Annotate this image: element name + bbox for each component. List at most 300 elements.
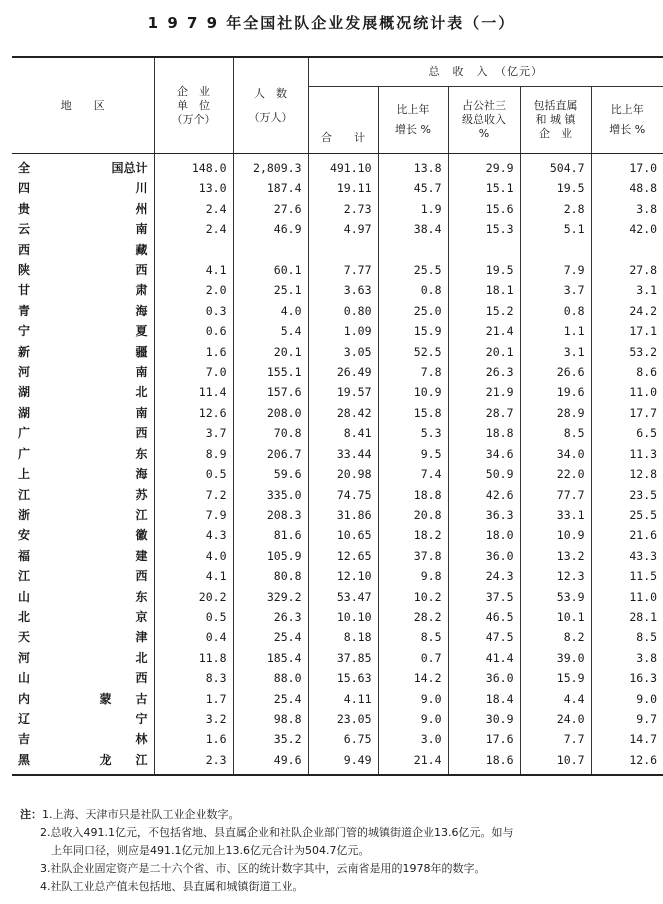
table-row bbox=[12, 301, 663, 321]
growth-2-cell: 21.6 bbox=[591, 525, 663, 545]
people-cell: 155.1 bbox=[233, 362, 308, 382]
including-cell: 34.0 bbox=[520, 444, 591, 464]
region-name-rest: 江 bbox=[135, 507, 148, 522]
table-row bbox=[12, 546, 663, 566]
table-row bbox=[12, 403, 663, 423]
region-cell bbox=[12, 178, 154, 198]
header-people: 人 数 （万人） bbox=[233, 57, 308, 154]
total-income-cell: 31.86 bbox=[308, 505, 378, 525]
table-body bbox=[12, 154, 663, 776]
units-cell: 0.4 bbox=[154, 627, 233, 647]
region-name-rest: 建 bbox=[135, 548, 148, 563]
region-name-first: 江 bbox=[18, 569, 31, 584]
including-cell: 28.9 bbox=[520, 403, 591, 423]
header-region: 地 区 bbox=[12, 57, 154, 154]
table-row bbox=[12, 709, 663, 729]
table-row bbox=[12, 260, 663, 280]
people-cell: 80.8 bbox=[233, 566, 308, 586]
region-name-rest: 东 bbox=[135, 446, 148, 461]
people-cell: 20.1 bbox=[233, 342, 308, 362]
people-cell: 187.4 bbox=[233, 178, 308, 198]
total-income-cell: 28.42 bbox=[308, 403, 378, 423]
share-cell: 18.0 bbox=[448, 525, 520, 545]
region-name-rest: 林 bbox=[135, 732, 148, 747]
total-income-cell: 2.73 bbox=[308, 199, 378, 219]
region-name-rest: 国总计 bbox=[111, 161, 148, 175]
note-1: 注：1.上海、天津市只是社队工业企业数字。 bbox=[20, 808, 240, 821]
units-cell: 1.7 bbox=[154, 689, 233, 709]
region-name-rest: 苏 bbox=[135, 487, 148, 502]
units-cell: 2.4 bbox=[154, 199, 233, 219]
table-row bbox=[12, 423, 663, 443]
region-name-first: 吉 bbox=[18, 732, 31, 747]
table-row bbox=[12, 240, 663, 260]
growth-1-cell: 1.9 bbox=[378, 199, 448, 219]
region-name-first: 四 bbox=[18, 181, 31, 196]
growth-2-cell: 11.3 bbox=[591, 444, 663, 464]
growth-1-cell: 0.7 bbox=[378, 648, 448, 668]
growth-1-cell: 20.8 bbox=[378, 505, 448, 525]
people-cell: 35.2 bbox=[233, 729, 308, 749]
region-cell bbox=[12, 199, 154, 219]
region-cell bbox=[12, 668, 154, 688]
including-cell: 53.9 bbox=[520, 587, 591, 607]
units-cell: 11.4 bbox=[154, 382, 233, 402]
region-name-first: 河 bbox=[18, 365, 31, 380]
region-name-rest: 西 bbox=[135, 671, 148, 686]
table-row bbox=[12, 199, 663, 219]
share-cell: 36.0 bbox=[448, 668, 520, 688]
region-name-rest: 州 bbox=[135, 201, 148, 216]
header-share: 占公社三 级总收入 % bbox=[448, 87, 520, 154]
table-row bbox=[12, 587, 663, 607]
growth-1-cell: 37.8 bbox=[378, 546, 448, 566]
share-cell: 30.9 bbox=[448, 709, 520, 729]
region-name-first: 山 bbox=[18, 589, 31, 604]
region-name-first: 江 bbox=[18, 487, 31, 502]
share-cell: 15.3 bbox=[448, 219, 520, 239]
region-name-first: 湖 bbox=[18, 405, 31, 420]
region-name-first: 福 bbox=[18, 548, 31, 563]
share-cell: 18.6 bbox=[448, 750, 520, 775]
units-cell: 4.0 bbox=[154, 546, 233, 566]
units-cell: 11.8 bbox=[154, 648, 233, 668]
people-cell: 49.6 bbox=[233, 750, 308, 775]
including-cell: 22.0 bbox=[520, 464, 591, 484]
region-name-first: 云 bbox=[18, 222, 31, 237]
region-cell bbox=[12, 342, 154, 362]
including-cell: 1.1 bbox=[520, 321, 591, 341]
growth-1-cell: 5.3 bbox=[378, 423, 448, 443]
growth-2-cell: 6.5 bbox=[591, 423, 663, 443]
total-income-cell: 20.98 bbox=[308, 464, 378, 484]
including-cell: 19.6 bbox=[520, 382, 591, 402]
people-cell: 335.0 bbox=[233, 485, 308, 505]
region-cell bbox=[12, 525, 154, 545]
including-cell: 13.2 bbox=[520, 546, 591, 566]
table-row bbox=[12, 321, 663, 341]
region-name-rest: 北 bbox=[135, 650, 148, 665]
region-cell bbox=[12, 219, 154, 239]
people-cell: 208.3 bbox=[233, 505, 308, 525]
growth-1-cell: 15.9 bbox=[378, 321, 448, 341]
units-cell: 3.2 bbox=[154, 709, 233, 729]
region-name-first: 安 bbox=[18, 528, 31, 543]
people-cell: 105.9 bbox=[233, 546, 308, 566]
people-cell: 5.4 bbox=[233, 321, 308, 341]
share-cell: 19.5 bbox=[448, 260, 520, 280]
growth-1-cell: 25.0 bbox=[378, 301, 448, 321]
region-name-first: 宁 bbox=[18, 324, 31, 339]
region-name-rest: 宁 bbox=[135, 711, 148, 726]
region-cell bbox=[12, 485, 154, 505]
units-cell: 1.6 bbox=[154, 342, 233, 362]
including-cell: 24.0 bbox=[520, 709, 591, 729]
including-cell: 10.7 bbox=[520, 750, 591, 775]
statistics-table bbox=[12, 56, 663, 776]
region-name-rest: 藏 bbox=[135, 242, 148, 257]
growth-1-cell: 3.0 bbox=[378, 729, 448, 749]
including-cell: 19.5 bbox=[520, 178, 591, 198]
growth-2-cell: 11.0 bbox=[591, 587, 663, 607]
region-cell bbox=[12, 362, 154, 382]
growth-1-cell: 18.2 bbox=[378, 525, 448, 545]
share-cell: 15.2 bbox=[448, 301, 520, 321]
total-income-cell: 19.57 bbox=[308, 382, 378, 402]
growth-1-cell: 45.7 bbox=[378, 178, 448, 198]
people-cell: 27.6 bbox=[233, 199, 308, 219]
including-cell: 8.5 bbox=[520, 423, 591, 443]
including-cell: 39.0 bbox=[520, 648, 591, 668]
region-name-rest: 海 bbox=[135, 467, 148, 482]
total-income-cell: 15.63 bbox=[308, 668, 378, 688]
units-cell: 0.5 bbox=[154, 464, 233, 484]
growth-1-cell: 9.0 bbox=[378, 689, 448, 709]
growth-2-cell: 11.0 bbox=[591, 382, 663, 402]
units-cell: 7.2 bbox=[154, 485, 233, 505]
growth-2-cell: 12.8 bbox=[591, 464, 663, 484]
share-cell bbox=[448, 240, 520, 260]
growth-2-cell: 3.8 bbox=[591, 648, 663, 668]
table-row bbox=[12, 219, 663, 239]
units-cell: 2.4 bbox=[154, 219, 233, 239]
region-name-rest: 海 bbox=[135, 303, 148, 318]
share-cell: 18.4 bbox=[448, 689, 520, 709]
region-cell bbox=[12, 382, 154, 402]
growth-2-cell: 17.7 bbox=[591, 403, 663, 423]
including-cell: 10.9 bbox=[520, 525, 591, 545]
table-row bbox=[12, 627, 663, 647]
page-title: 1 9 7 9 年全国社队企业发展概况统计表（一） bbox=[147, 14, 516, 32]
total-income-cell: 1.09 bbox=[308, 321, 378, 341]
total-income-cell: 53.47 bbox=[308, 587, 378, 607]
region-cell bbox=[12, 689, 154, 709]
region-name-rest: 津 bbox=[135, 630, 148, 645]
total-income-cell: 33.44 bbox=[308, 444, 378, 464]
units-cell: 0.6 bbox=[154, 321, 233, 341]
region-cell bbox=[12, 505, 154, 525]
including-cell: 2.8 bbox=[520, 199, 591, 219]
table-row bbox=[12, 607, 663, 627]
header-including: 包括直属 和 城 镇 企 业 bbox=[520, 87, 591, 154]
growth-1-cell: 9.0 bbox=[378, 709, 448, 729]
region-name-first: 湖 bbox=[18, 385, 31, 400]
region-name-first: 西 bbox=[18, 242, 31, 257]
growth-1-cell: 8.5 bbox=[378, 627, 448, 647]
share-cell: 15.1 bbox=[448, 178, 520, 198]
total-income-cell: 4.11 bbox=[308, 689, 378, 709]
region-name-first: 甘 bbox=[18, 283, 31, 298]
note-2-continued: 上年同口径，则应是491.1亿元加上13.6亿元合计为504.7亿元。 bbox=[51, 844, 370, 857]
total-income-cell: 10.10 bbox=[308, 607, 378, 627]
growth-2-cell: 23.5 bbox=[591, 485, 663, 505]
people-cell: 185.4 bbox=[233, 648, 308, 668]
share-cell: 21.9 bbox=[448, 382, 520, 402]
growth-1-cell: 10.2 bbox=[378, 587, 448, 607]
share-cell: 50.9 bbox=[448, 464, 520, 484]
note-3: 3.社队企业固定资产是二十六个省、市、区的统计数字其中，云南省是用的1978年的数字。 bbox=[40, 862, 486, 875]
header-units: 企 业 单 位 （万个） bbox=[154, 57, 233, 154]
region-name-first: 新 bbox=[18, 344, 31, 359]
total-income-cell: 10.65 bbox=[308, 525, 378, 545]
region-name-rest: 徽 bbox=[135, 528, 148, 543]
total-income-cell: 37.85 bbox=[308, 648, 378, 668]
region-name-first: 河 bbox=[18, 650, 31, 665]
region-name-rest: 京 bbox=[135, 609, 148, 624]
including-cell: 7.9 bbox=[520, 260, 591, 280]
region-name-rest: 北 bbox=[135, 385, 148, 400]
region-cell bbox=[12, 729, 154, 749]
region-cell bbox=[12, 301, 154, 321]
total-income-cell: 7.77 bbox=[308, 260, 378, 280]
table-row bbox=[12, 464, 663, 484]
share-cell: 26.3 bbox=[448, 362, 520, 382]
table-row bbox=[12, 382, 663, 402]
growth-1-cell: 28.2 bbox=[378, 607, 448, 627]
growth-2-cell: 12.6 bbox=[591, 750, 663, 775]
table-row bbox=[12, 485, 663, 505]
region-cell bbox=[12, 587, 154, 607]
growth-2-cell: 48.8 bbox=[591, 178, 663, 198]
region-cell bbox=[12, 154, 154, 179]
region-name-first: 黑 bbox=[18, 752, 31, 767]
region-name-first: 全 bbox=[18, 161, 31, 175]
table-row bbox=[12, 729, 663, 749]
people-cell: 25.4 bbox=[233, 627, 308, 647]
growth-1-cell: 9.8 bbox=[378, 566, 448, 586]
growth-1-cell: 15.8 bbox=[378, 403, 448, 423]
people-cell: 59.6 bbox=[233, 464, 308, 484]
region-name-rest: 西 bbox=[135, 263, 148, 278]
region-cell bbox=[12, 566, 154, 586]
growth-2-cell: 3.8 bbox=[591, 199, 663, 219]
units-cell bbox=[154, 240, 233, 260]
people-cell: 81.6 bbox=[233, 525, 308, 545]
region-name-rest: 疆 bbox=[135, 344, 148, 359]
share-cell: 37.5 bbox=[448, 587, 520, 607]
people-cell: 157.6 bbox=[233, 382, 308, 402]
table-row bbox=[12, 505, 663, 525]
share-cell: 36.3 bbox=[448, 505, 520, 525]
people-cell: 206.7 bbox=[233, 444, 308, 464]
region-name-first: 广 bbox=[18, 426, 31, 441]
table-row bbox=[12, 525, 663, 545]
region-cell bbox=[12, 444, 154, 464]
share-cell: 18.1 bbox=[448, 280, 520, 300]
total-income-cell: 8.41 bbox=[308, 423, 378, 443]
people-cell: 25.4 bbox=[233, 689, 308, 709]
region-name-first: 贵 bbox=[18, 201, 31, 216]
growth-2-cell: 42.0 bbox=[591, 219, 663, 239]
growth-2-cell: 25.5 bbox=[591, 505, 663, 525]
growth-1-cell: 21.4 bbox=[378, 750, 448, 775]
growth-1-cell: 14.2 bbox=[378, 668, 448, 688]
region-name-first: 青 bbox=[18, 303, 31, 318]
people-cell: 208.0 bbox=[233, 403, 308, 423]
units-cell: 2.0 bbox=[154, 280, 233, 300]
total-income-cell: 491.10 bbox=[308, 154, 378, 179]
region-name-first: 内 bbox=[18, 691, 31, 706]
growth-2-cell: 8.6 bbox=[591, 362, 663, 382]
header-total: 合 计 bbox=[308, 87, 378, 154]
total-income-cell: 3.63 bbox=[308, 280, 378, 300]
region-name-rest: 蒙 古 bbox=[99, 691, 148, 706]
region-name-first: 广 bbox=[18, 446, 31, 461]
region-name-first: 天 bbox=[18, 630, 31, 645]
growth-1-cell: 52.5 bbox=[378, 342, 448, 362]
units-cell: 4.1 bbox=[154, 566, 233, 586]
note-2: 2.总收入491.1亿元，不包括省地、县直属企业和社队企业部门管的城镇街道企业13.6亿元。如与 bbox=[40, 826, 514, 839]
units-cell: 1.6 bbox=[154, 729, 233, 749]
people-cell: 98.8 bbox=[233, 709, 308, 729]
units-cell: 7.0 bbox=[154, 362, 233, 382]
including-cell: 3.1 bbox=[520, 342, 591, 362]
table-row bbox=[12, 689, 663, 709]
share-cell: 34.6 bbox=[448, 444, 520, 464]
growth-1-cell: 7.4 bbox=[378, 464, 448, 484]
region-cell bbox=[12, 423, 154, 443]
region-name-rest: 龙 江 bbox=[99, 752, 148, 767]
region-name-first: 山 bbox=[18, 671, 31, 686]
region-name-rest: 肃 bbox=[135, 283, 148, 298]
growth-2-cell: 27.8 bbox=[591, 260, 663, 280]
header-growth-2: 比上年 增长 % bbox=[591, 87, 663, 154]
growth-1-cell: 18.8 bbox=[378, 485, 448, 505]
table-row bbox=[12, 342, 663, 362]
share-cell: 29.9 bbox=[448, 154, 520, 179]
region-name-first: 上 bbox=[18, 467, 31, 482]
region-cell bbox=[12, 240, 154, 260]
table-row bbox=[12, 444, 663, 464]
total-income-cell: 3.05 bbox=[308, 342, 378, 362]
people-cell bbox=[233, 240, 308, 260]
total-income-cell: 19.11 bbox=[308, 178, 378, 198]
region-name-rest: 西 bbox=[135, 569, 148, 584]
header-row-1 bbox=[12, 57, 663, 87]
region-cell bbox=[12, 260, 154, 280]
region-name-rest: 南 bbox=[135, 365, 148, 380]
including-cell: 3.7 bbox=[520, 280, 591, 300]
total-income-cell: 12.65 bbox=[308, 546, 378, 566]
including-cell: 0.8 bbox=[520, 301, 591, 321]
including-cell: 8.2 bbox=[520, 627, 591, 647]
table-row bbox=[12, 178, 663, 198]
including-cell: 10.1 bbox=[520, 607, 591, 627]
including-cell: 5.1 bbox=[520, 219, 591, 239]
footnotes bbox=[20, 806, 656, 896]
region-name-first: 浙 bbox=[18, 507, 31, 522]
units-cell: 0.5 bbox=[154, 607, 233, 627]
table-row bbox=[12, 750, 663, 775]
people-cell: 46.9 bbox=[233, 219, 308, 239]
growth-2-cell: 28.1 bbox=[591, 607, 663, 627]
units-cell: 4.3 bbox=[154, 525, 233, 545]
including-cell: 33.1 bbox=[520, 505, 591, 525]
growth-2-cell: 3.1 bbox=[591, 280, 663, 300]
growth-1-cell: 13.8 bbox=[378, 154, 448, 179]
units-cell: 8.9 bbox=[154, 444, 233, 464]
total-income-cell: 23.05 bbox=[308, 709, 378, 729]
region-name-first: 北 bbox=[18, 609, 31, 624]
region-name-rest: 南 bbox=[135, 405, 148, 420]
including-cell: 7.7 bbox=[520, 729, 591, 749]
units-cell: 2.3 bbox=[154, 750, 233, 775]
share-cell: 47.5 bbox=[448, 627, 520, 647]
note-4: 4.社队工业总产值未包括地、县直属和城镇街道工业。 bbox=[40, 880, 304, 893]
share-cell: 15.6 bbox=[448, 199, 520, 219]
region-name-rest: 南 bbox=[135, 222, 148, 237]
growth-1-cell: 0.8 bbox=[378, 280, 448, 300]
total-income-cell: 12.10 bbox=[308, 566, 378, 586]
share-cell: 21.4 bbox=[448, 321, 520, 341]
region-name-first: 辽 bbox=[18, 711, 31, 726]
units-cell: 7.9 bbox=[154, 505, 233, 525]
total-income-cell: 9.49 bbox=[308, 750, 378, 775]
units-cell: 8.3 bbox=[154, 668, 233, 688]
region-cell bbox=[12, 403, 154, 423]
table-row bbox=[12, 280, 663, 300]
growth-1-cell: 10.9 bbox=[378, 382, 448, 402]
region-cell bbox=[12, 648, 154, 668]
region-name-rest: 夏 bbox=[135, 324, 148, 339]
people-cell: 329.2 bbox=[233, 587, 308, 607]
growth-2-cell bbox=[591, 240, 663, 260]
units-cell: 148.0 bbox=[154, 154, 233, 179]
header-income: 总 收 入 （亿元） bbox=[308, 57, 663, 87]
region-name-rest: 东 bbox=[135, 589, 148, 604]
share-cell: 24.3 bbox=[448, 566, 520, 586]
share-cell: 18.8 bbox=[448, 423, 520, 443]
total-income-cell: 8.18 bbox=[308, 627, 378, 647]
table-row bbox=[12, 566, 663, 586]
including-cell: 77.7 bbox=[520, 485, 591, 505]
share-cell: 20.1 bbox=[448, 342, 520, 362]
share-cell: 41.4 bbox=[448, 648, 520, 668]
growth-2-cell: 43.3 bbox=[591, 546, 663, 566]
share-cell: 46.5 bbox=[448, 607, 520, 627]
share-cell: 28.7 bbox=[448, 403, 520, 423]
growth-2-cell: 53.2 bbox=[591, 342, 663, 362]
units-cell: 3.7 bbox=[154, 423, 233, 443]
region-cell bbox=[12, 546, 154, 566]
including-cell: 26.6 bbox=[520, 362, 591, 382]
growth-2-cell: 9.7 bbox=[591, 709, 663, 729]
people-cell: 88.0 bbox=[233, 668, 308, 688]
table-row-national-total bbox=[12, 154, 663, 179]
growth-2-cell: 17.0 bbox=[591, 154, 663, 179]
growth-1-cell: 7.8 bbox=[378, 362, 448, 382]
including-cell bbox=[520, 240, 591, 260]
